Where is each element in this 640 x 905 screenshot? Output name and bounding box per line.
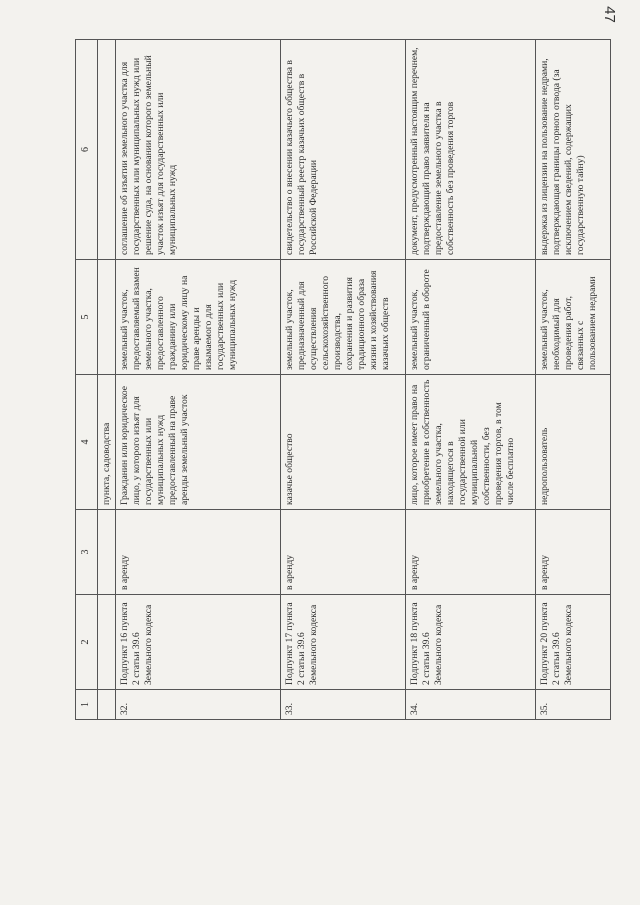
cont-cell <box>97 690 116 720</box>
row-number: 32. <box>116 690 281 720</box>
row-number: 35. <box>536 690 611 720</box>
page-number: 47 <box>601 6 619 23</box>
grant-type-cell: в аренду <box>281 510 406 595</box>
documents-cell: выдержка из лицензии на пользование недрами, подтверждающая границы горного отвода (за исключением сведений, содержащих государственную тайну) <box>536 40 611 260</box>
table-row <box>406 40 536 720</box>
table-row <box>281 40 406 720</box>
documents-cell: документ, предусмотренный настоящим перечнем, подтверждающий право заявителя на предоставление земельного участка в собственность без проведения торгов <box>406 40 536 260</box>
cont-cell <box>97 510 116 595</box>
documents-cell: соглашение об изъятии земельного участка для государственных или муниципальных нужд или решение суда, на основании которого земельный участок изъят для государственных или муниципальных нужд <box>116 40 281 260</box>
header-cell: 2 <box>76 595 98 690</box>
grant-type-cell: в аренду <box>406 510 536 595</box>
land-plot-cell: земельный участок, предоставляемый взамен земельного участка, предоставленного гражданину или юридическому лицу на праве аренды и изымаемого для государственных или муниципальных нужд <box>116 260 281 375</box>
table-header-row <box>76 40 98 720</box>
table-row <box>536 40 611 720</box>
cont-cell <box>97 40 116 260</box>
legal-basis-cell: Подпункт 17 пункта 2 статьи 39.6 Земельного кодекса <box>281 595 406 690</box>
land-plot-documents-table <box>75 39 611 720</box>
land-plot-cell: земельный участок, предназначенный для осуществления сельскохозяйственного производства, сохранения и развития традиционного образа жизни и хозяйствования казачьих обществ <box>281 260 406 375</box>
row-number: 33. <box>281 690 406 720</box>
header-cell: 1 <box>76 690 98 720</box>
legal-basis-cell: Подпункт 20 пункта 2 статьи 39.6 Земельного кодекса <box>536 595 611 690</box>
grant-type-cell: в аренду <box>116 510 281 595</box>
table-row <box>116 40 281 720</box>
land-plot-cell: земельный участок, ограниченный в обороте <box>406 260 536 375</box>
legal-basis-cell: Подпункт 16 пункта 2 статьи 39.6 Земельного кодекса <box>116 595 281 690</box>
applicant-cell: недропользователь <box>536 375 611 510</box>
header-cell: 3 <box>76 510 98 595</box>
land-plot-cell: земельный участок, необходимый для проведения работ, связанных с пользованием недрами <box>536 260 611 375</box>
legal-basis-cell: Подпункт 18 пункта 2 статьи 39.6 Земельного кодекса <box>406 595 536 690</box>
cont-cell <box>97 260 116 375</box>
cont-cell: пункта, садоводства <box>97 375 116 510</box>
applicant-cell: Гражданин или юридическое лицо, у которого изъят для государственных или муниципальных нужд предоставленный на праве аренды земельный участок <box>116 375 281 510</box>
rotated-table-container <box>75 40 599 720</box>
grant-type-cell: в аренду <box>536 510 611 595</box>
documents-cell: свидетельство о внесении казачьего общества в государственный реестр казачьих обществ в Российской Федерации <box>281 40 406 260</box>
header-cell: 5 <box>76 260 98 375</box>
row-number: 34. <box>406 690 536 720</box>
applicant-cell: казачье общество <box>281 375 406 510</box>
cont-cell <box>97 595 116 690</box>
continuation-row <box>97 40 116 720</box>
applicant-cell: лицо, которое имеет право на приобретение в собственность земельного участка, находящегося в государственной или муниципальной собственности, без проведения торгов, в том числе бесплатно <box>406 375 536 510</box>
header-cell: 6 <box>76 40 98 260</box>
header-cell: 4 <box>76 375 98 510</box>
